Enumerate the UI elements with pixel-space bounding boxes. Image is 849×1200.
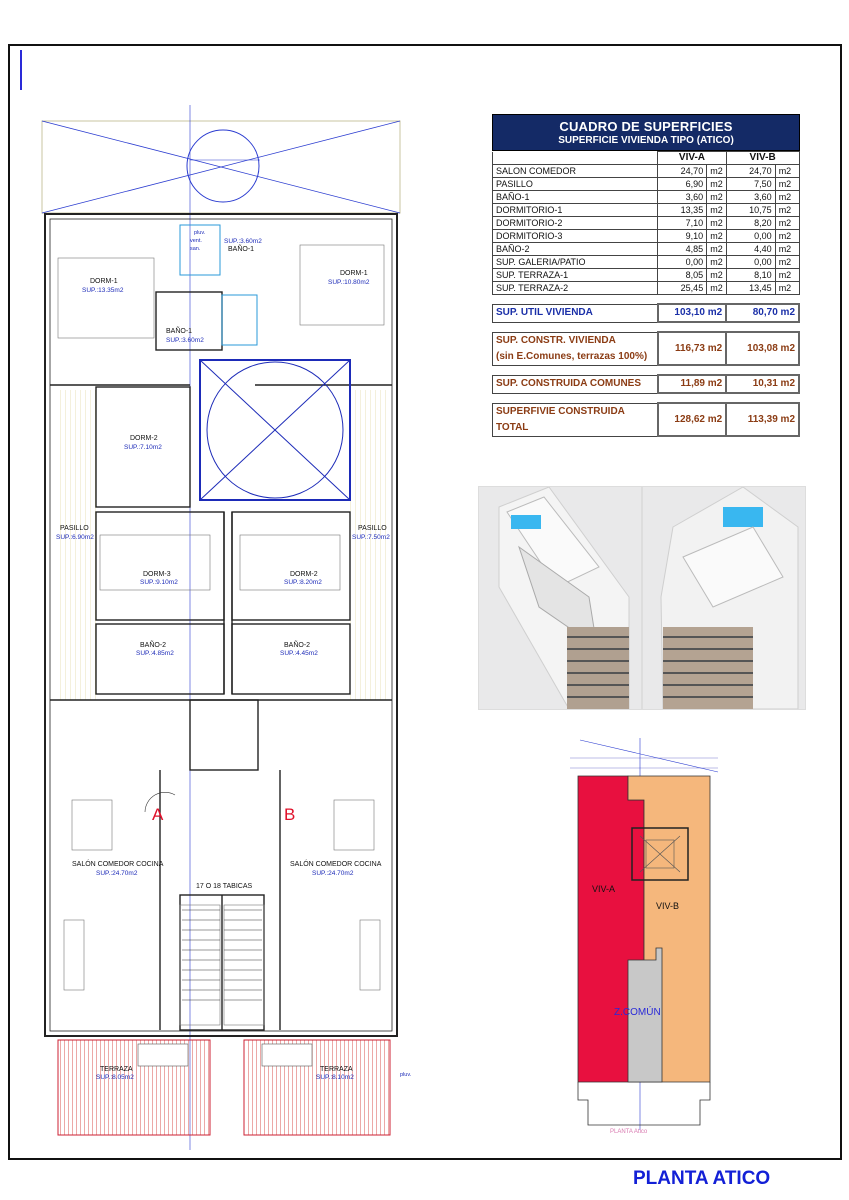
pluv-right-label: pluv. — [400, 1072, 412, 1078]
row-unit-b: m2 — [775, 230, 799, 243]
total-row-a: 128,62 — [674, 413, 705, 425]
total-row-label-line: TOTAL — [496, 421, 529, 433]
salon-b-label: SALÓN COMEDOR COCINA — [290, 861, 382, 868]
door-b-label: B — [284, 805, 296, 824]
row-unit-a: m2 — [707, 217, 727, 230]
door-a-label: A — [152, 805, 164, 824]
scheme-comun-label: Z.COMÚN — [614, 1007, 661, 1018]
dorm2-b-sup: SUP.:8.20m2 — [284, 579, 322, 586]
bano1-a-sup: SUP.:3.60m2 — [166, 337, 204, 344]
bano2-b-label: BAÑO-2 — [284, 642, 311, 649]
constr-row-label-line: SUP. CONSTR. VIVIENDA — [496, 334, 616, 346]
row-unit-b: m2 — [775, 204, 799, 217]
scheme-caption: PLANTA Atico — [610, 1129, 648, 1135]
comunes-row-unit-b: m2 — [780, 378, 795, 389]
dorm2-a-label: DORM-2 — [130, 435, 158, 442]
dorm3-a-label: DORM-3 — [143, 571, 171, 578]
terraza-a-sup: SUP.:8.05m2 — [96, 1074, 134, 1081]
salon-a-label: SALÓN COMEDOR COCINA — [72, 861, 164, 868]
row-unit-a: m2 — [707, 282, 727, 295]
row-value-b: 0,00 — [726, 230, 775, 243]
row-unit-b: m2 — [775, 256, 799, 269]
row-unit-a: m2 — [707, 256, 727, 269]
vent-label: vent. — [190, 238, 202, 244]
san-label: san. — [190, 246, 201, 252]
pasillo-a-sup: SUP.:6.90m2 — [56, 534, 94, 541]
row-label: SALON COMEDOR — [493, 165, 658, 178]
row-unit-a: m2 — [707, 191, 727, 204]
scheme-viv-a-label: VIV-A — [592, 884, 616, 894]
row-label: BAÑO-1 — [493, 191, 658, 204]
row-label: DORMITORIO-2 — [493, 217, 658, 230]
row-unit-b: m2 — [775, 282, 799, 295]
row-value-b: 3,60 — [726, 191, 775, 204]
bano1-b-label: BAÑO-1 — [228, 246, 255, 253]
row-value-a: 24,70 — [658, 165, 707, 178]
row-value-b: 8,10 — [726, 269, 775, 282]
row-value-a: 8,05 — [658, 269, 707, 282]
row-label: BAÑO-2 — [493, 243, 658, 256]
row-unit-b: m2 — [775, 269, 799, 282]
pasillo-a-label: PASILLO — [60, 525, 89, 532]
dorm1-a-label: DORM-1 — [90, 278, 118, 285]
col-viv-a: VIV-A — [658, 152, 726, 165]
row-unit-a: m2 — [707, 269, 727, 282]
bano1-b-sup: SUP.:3.60m2 — [224, 238, 262, 245]
row-label: DORMITORIO-3 — [493, 230, 658, 243]
row-unit-a: m2 — [707, 230, 727, 243]
terraza-a-label: TERRAZA — [100, 1066, 133, 1073]
row-value-b: 4,40 — [726, 243, 775, 256]
page-title: PLANTA ATICO — [633, 1168, 771, 1189]
util-row-label-line: SUP. UTIL VIVIENDA — [496, 307, 593, 318]
bano2-a-sup: SUP.:4.85m2 — [136, 650, 174, 657]
row-value-a: 0,00 — [658, 256, 707, 269]
row-value-b: 7,50 — [726, 178, 775, 191]
dorm1-b-label: DORM-1 — [340, 270, 368, 277]
row-label: DORMITORIO-1 — [493, 204, 658, 217]
row-value-a: 25,45 — [658, 282, 707, 295]
row-value-b: 0,00 — [726, 256, 775, 269]
row-label: SUP. GALERIA/PATIO — [493, 256, 658, 269]
row-unit-b: m2 — [775, 178, 799, 191]
bano2-a-label: BAÑO-2 — [140, 642, 167, 649]
comunes-row-b: 10,31 — [752, 378, 778, 389]
row-unit-b: m2 — [775, 243, 799, 256]
row-unit-a: m2 — [707, 243, 727, 256]
salon-a-sup: SUP.:24.70m2 — [96, 870, 138, 877]
total-row-unit-a: m2 — [707, 413, 723, 425]
comunes-row-a: 11,89 — [680, 378, 705, 389]
total-row-label-line: SUPERFIVIE CONSTRUIDA — [496, 405, 625, 417]
row-unit-a: m2 — [707, 165, 727, 178]
row-unit-a: m2 — [707, 204, 727, 217]
row-value-a: 4,85 — [658, 243, 707, 256]
row-value-b: 8,20 — [726, 217, 775, 230]
row-unit-b: m2 — [775, 165, 799, 178]
row-value-b: 10,75 — [726, 204, 775, 217]
util-row-a: 103,10 — [674, 307, 705, 318]
constr-row-label-line: (sin E.Comunes, terrazas 100%) — [496, 350, 648, 362]
row-label: PASILLO — [493, 178, 658, 191]
row-value-a: 3,60 — [658, 191, 707, 204]
pasillo-b-label: PASILLO — [358, 525, 387, 532]
row-value-a: 9,10 — [658, 230, 707, 243]
row-label: SUP. TERRAZA-1 — [493, 269, 658, 282]
row-value-a: 13,35 — [658, 204, 707, 217]
col-viv-b: VIV-B — [726, 152, 799, 165]
row-value-b: 24,70 — [726, 165, 775, 178]
util-row-unit-a: m2 — [707, 307, 723, 318]
dorm3-a-sup: SUP.:9.10m2 — [140, 579, 178, 586]
dorm2-b-label: DORM-2 — [290, 571, 318, 578]
row-value-a: 6,90 — [658, 178, 707, 191]
comunes-row-label-line: SUP. CONSTRUIDA COMUNES — [496, 378, 642, 389]
scheme-viv-b-label: VIV-B — [656, 901, 680, 911]
terraza-b-label: TERRAZA — [320, 1066, 353, 1073]
dorm1-b-sup: SUP.:10.80m2 — [328, 279, 370, 286]
bano1-a-label: BAÑO-1 — [166, 328, 193, 335]
terraza-b-sup: SUP.:8.10m2 — [316, 1074, 354, 1081]
row-value-a: 7,10 — [658, 217, 707, 230]
pluv-label: pluv. — [194, 230, 206, 236]
stairs-label: 17 O 18 TABICAS — [196, 883, 253, 890]
dorm1-a-sup: SUP.:13.35m2 — [82, 287, 124, 294]
surface-table-subtitle: SUPERFICIE VIVIENDA TIPO (ATICO) — [558, 135, 734, 146]
dorm2-a-sup: SUP.:7.10m2 — [124, 444, 162, 451]
row-unit-b: m2 — [775, 191, 799, 204]
surface-table-title: CUADRO DE SUPERFICIES — [559, 119, 733, 134]
constr-row-b: 103,08 — [747, 342, 778, 354]
util-row-unit-b: m2 — [780, 307, 795, 318]
bano2-b-sup: SUP.:4.45m2 — [280, 650, 318, 657]
row-label: SUP. TERRAZA-2 — [493, 282, 658, 295]
util-row-b: 80,70 — [752, 307, 778, 318]
total-row-b: 113,39 — [747, 413, 778, 425]
pasillo-b-sup: SUP.:7.50m2 — [352, 534, 390, 541]
salon-b-sup: SUP.:24.70m2 — [312, 870, 354, 877]
constr-row-a: 116,73 — [674, 342, 705, 354]
row-unit-a: m2 — [707, 178, 727, 191]
constr-row-unit-b: m2 — [780, 342, 795, 354]
row-unit-b: m2 — [775, 217, 799, 230]
total-row-unit-b: m2 — [780, 413, 795, 425]
constr-row-unit-a: m2 — [707, 342, 723, 354]
comunes-row-unit-a: m2 — [707, 378, 723, 389]
row-value-b: 13,45 — [726, 282, 775, 295]
